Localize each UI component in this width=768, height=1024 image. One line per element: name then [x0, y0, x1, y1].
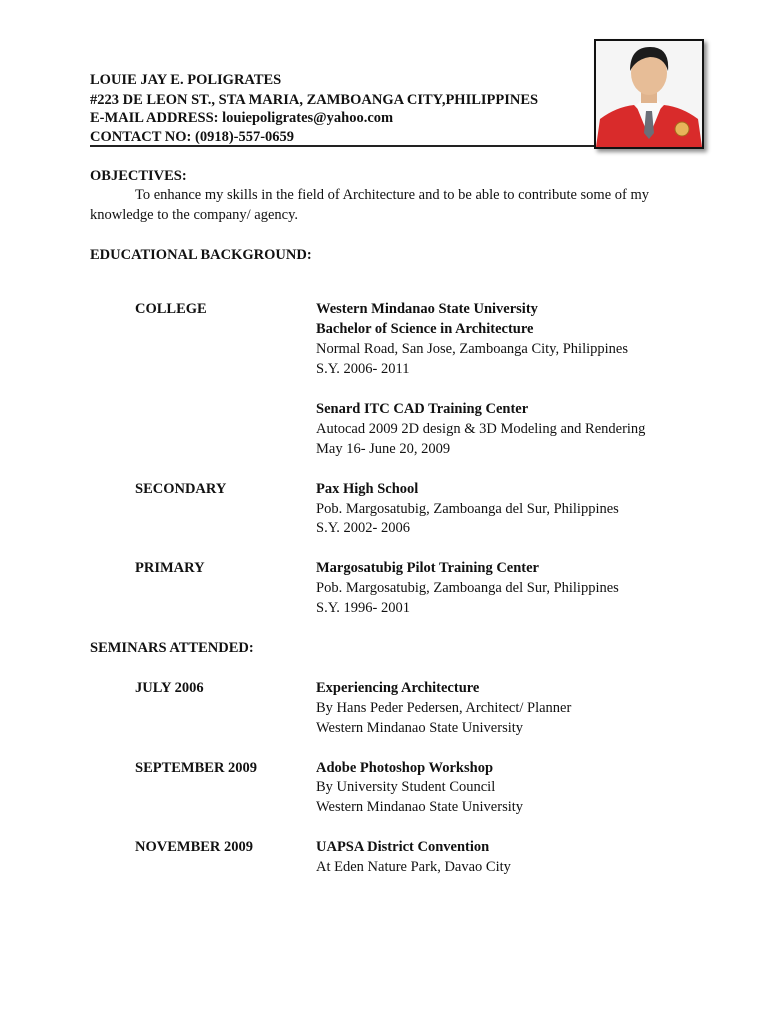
seminar-date: SEPTEMBER 2009: [135, 760, 258, 776]
secondary-school: Pax High School: [316, 481, 419, 497]
college-degree: Bachelor of Science in Architecture: [316, 321, 534, 337]
primary-label: PRIMARY: [135, 560, 205, 576]
seminar-detail: Western Mindanao State University: [316, 720, 524, 736]
seminar-detail: At Eden Nature Park, Davao City: [316, 859, 511, 875]
seminars-heading: SEMINARS ATTENDED:: [90, 640, 254, 656]
objectives-text: knowledge to the company/ agency.: [90, 207, 299, 223]
seminar-title: Adobe Photoshop Workshop: [316, 760, 494, 776]
profile-photo: [594, 39, 704, 149]
applicant-name: LOUIE JAY E. POLIGRATES: [90, 72, 282, 88]
secondary-years: S.Y. 2002- 2006: [316, 520, 410, 536]
college-school: Western Mindanao State University: [316, 301, 538, 317]
college-years: S.Y. 2006- 2011: [316, 361, 410, 377]
email: E-MAIL ADDRESS: louiepoligrates@yahoo.com: [90, 110, 394, 126]
objectives-heading: OBJECTIVES:: [90, 168, 187, 184]
training-course: Autocad 2009 2D design & 3D Modeling and Rendering: [316, 421, 646, 437]
objectives-text: To enhance my skills in the field of Architecture and to be able to contribute some of my: [135, 187, 649, 203]
primary-school: Margosatubig Pilot Training Center: [316, 560, 539, 576]
header-divider: [90, 145, 595, 147]
seminar-title: UAPSA District Convention: [316, 839, 490, 855]
secondary-address: Pob. Margosatubig, Zamboanga del Sur, Philippines: [316, 501, 619, 517]
seminar-detail: By University Student Council: [316, 779, 496, 795]
seminar-detail: Western Mindanao State University: [316, 799, 524, 815]
seminar-date: NOVEMBER 2009: [135, 839, 254, 855]
primary-address: Pob. Margosatubig, Zamboanga del Sur, Philippines: [316, 580, 619, 596]
address: #223 DE LEON ST., STA MARIA, ZAMBOANGA CITY,PHILIPPINES: [90, 92, 539, 108]
college-address: Normal Road, San Jose, Zamboanga City, Philippines: [316, 341, 628, 357]
primary-years: S.Y. 1996- 2001: [316, 600, 410, 616]
college-label: COLLEGE: [135, 301, 207, 317]
contact-number: CONTACT NO: (0918)-557-0659: [90, 129, 295, 145]
education-heading: EDUCATIONAL BACKGROUND:: [90, 247, 312, 263]
training-school: Senard ITC CAD Training Center: [316, 401, 529, 417]
seminar-detail: By Hans Peder Pedersen, Architect/ Planner: [316, 700, 572, 716]
secondary-label: SECONDARY: [135, 481, 227, 497]
seminar-date: JULY 2006: [135, 680, 204, 696]
seminar-title: Experiencing Architecture: [316, 680, 480, 696]
training-dates: May 16- June 20, 2009: [316, 441, 451, 457]
